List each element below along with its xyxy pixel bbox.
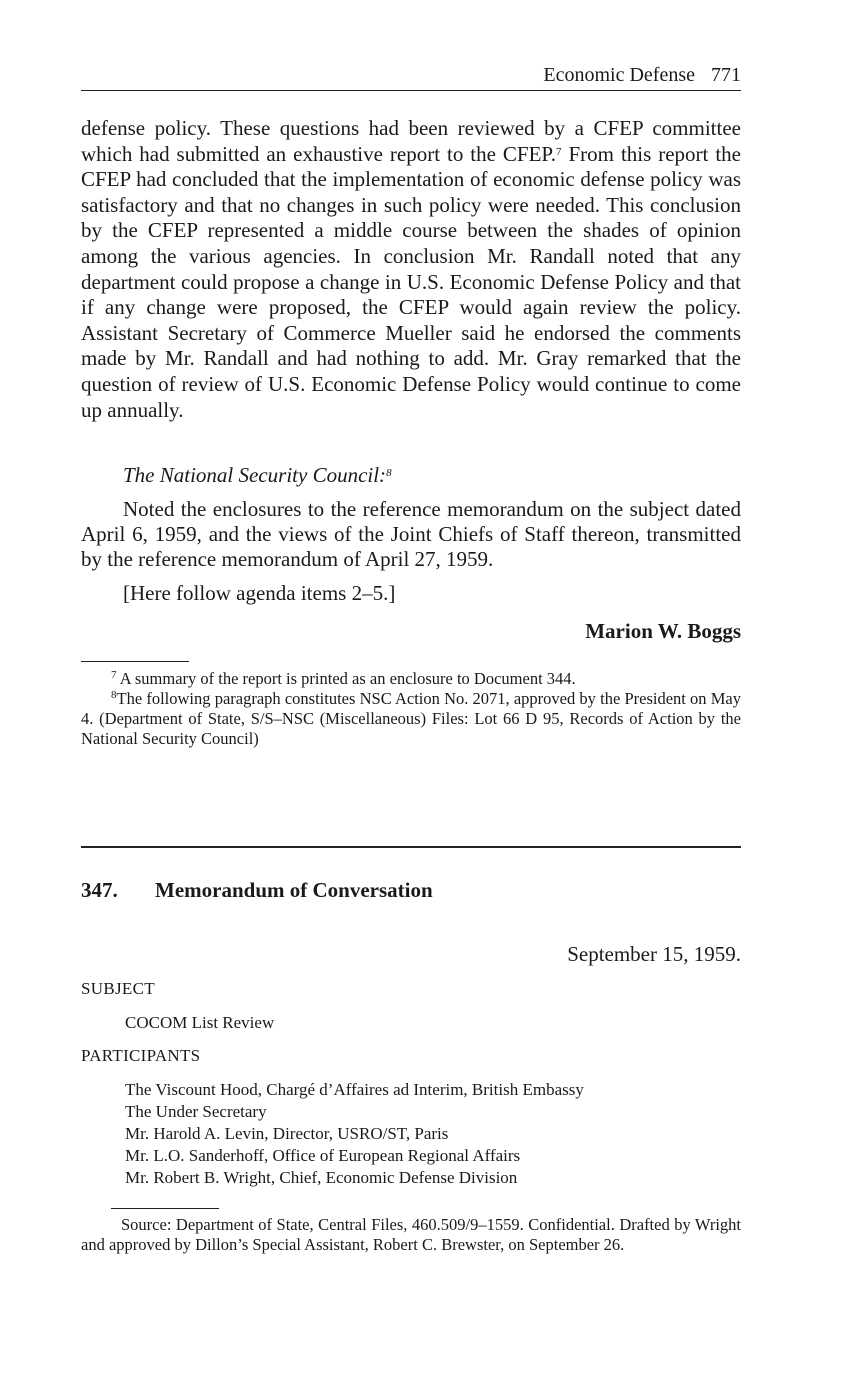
document-date: September 15, 1959. <box>567 942 741 966</box>
footnote <box>81 689 741 749</box>
participant-item: Mr. Harold A. Levin, Director, USRO/ST, Paris <box>125 1124 449 1143</box>
footnote-text: The following paragraph constitutes NSC Action No. 2071, approved by the President on May 4. (Department of State, S/S–NSC (Miscellaneous) Files: Lot 66 D 95, Records of Action by the National Security Council) <box>81 689 741 748</box>
footnote-divider <box>81 661 189 662</box>
body-text-part-2: From this report the CFEP had concluded that the implementation of economic defense policy was satisfactory and that no changes in such policy were needed. This conclusion by the CFEP represented a middle course between the shades of opinion among the various agencies. In conclusion Mr. Randall noted that any department could propose a change in U.S. Economic Defense Policy and that if any change were proposed, the CFEP would again review the policy. Assistant Secretary of Commerce Mueller said he endorsed the comments made by Mr. Randall and had nothing to add. Mr. Gray remarked that the question of review of U.S. Economic Defense Policy would continue to come up annually. <box>81 141 741 422</box>
agenda-note: [Here follow agenda items 2–5.] <box>123 581 396 605</box>
participant-item: Mr. Robert B. Wright, Chief, Economic Defense Division <box>125 1168 518 1187</box>
document-heading <box>81 876 433 904</box>
participants-list <box>125 1079 584 1189</box>
source-note: Source: Department of State, Central Files, 460.509/9–1559. Confidential. Drafted by Wright and approved by Dillon’s Special Assistant, Robert C. Brewster, on September 26. <box>81 1215 741 1254</box>
running-head-title: Economic Defense <box>543 64 695 86</box>
nsc-heading <box>123 462 392 488</box>
footnotes <box>81 669 741 749</box>
body-text-part-1: defense policy. These questions had been reviewed by a CFEP committee which had submitted an exhaustive report to the CFEP. <box>81 116 741 166</box>
nsc-action-paragraph: Noted the enclosures to the reference memorandum on the subject dated April 6, 1959, and the views of the Joint Chiefs of Staff thereon, transmitted by the reference memorandum of April 27, 1959. <box>81 497 741 571</box>
participant-item: Mr. L.O. Sanderhoff, Office of European Regional Affairs <box>125 1146 521 1165</box>
running-head <box>81 62 741 91</box>
footnote-ref-8[interactable]: 8 <box>386 467 392 479</box>
document-number: 347. <box>81 878 118 902</box>
footnote-text: A summary of the report is printed as an enclosure to Document 344. <box>119 669 576 688</box>
signature: Marion W. Boggs <box>585 619 741 643</box>
participant-item: The Viscount Hood, Chargé d’Affaires ad Interim, British Embassy <box>125 1080 584 1099</box>
footnote-ref-7[interactable]: 7 <box>556 145 562 158</box>
source-divider <box>111 1208 219 1209</box>
subject-label: SUBJECT <box>81 979 155 998</box>
body-paragraph <box>81 116 741 423</box>
subject-text: COCOM List Review <box>125 1013 275 1032</box>
participant-item: The Under Secretary <box>125 1102 267 1121</box>
nsc-heading-text: The National Security Council: <box>123 463 387 487</box>
page-number: 771 <box>711 64 741 86</box>
footnote <box>81 669 741 689</box>
document-title: Memorandum of Conversation <box>155 878 433 902</box>
footnote-number: 7 <box>111 669 117 681</box>
section-divider <box>81 846 741 848</box>
participants-label: PARTICIPANTS <box>81 1046 201 1065</box>
footnote-number: 8 <box>111 689 117 701</box>
